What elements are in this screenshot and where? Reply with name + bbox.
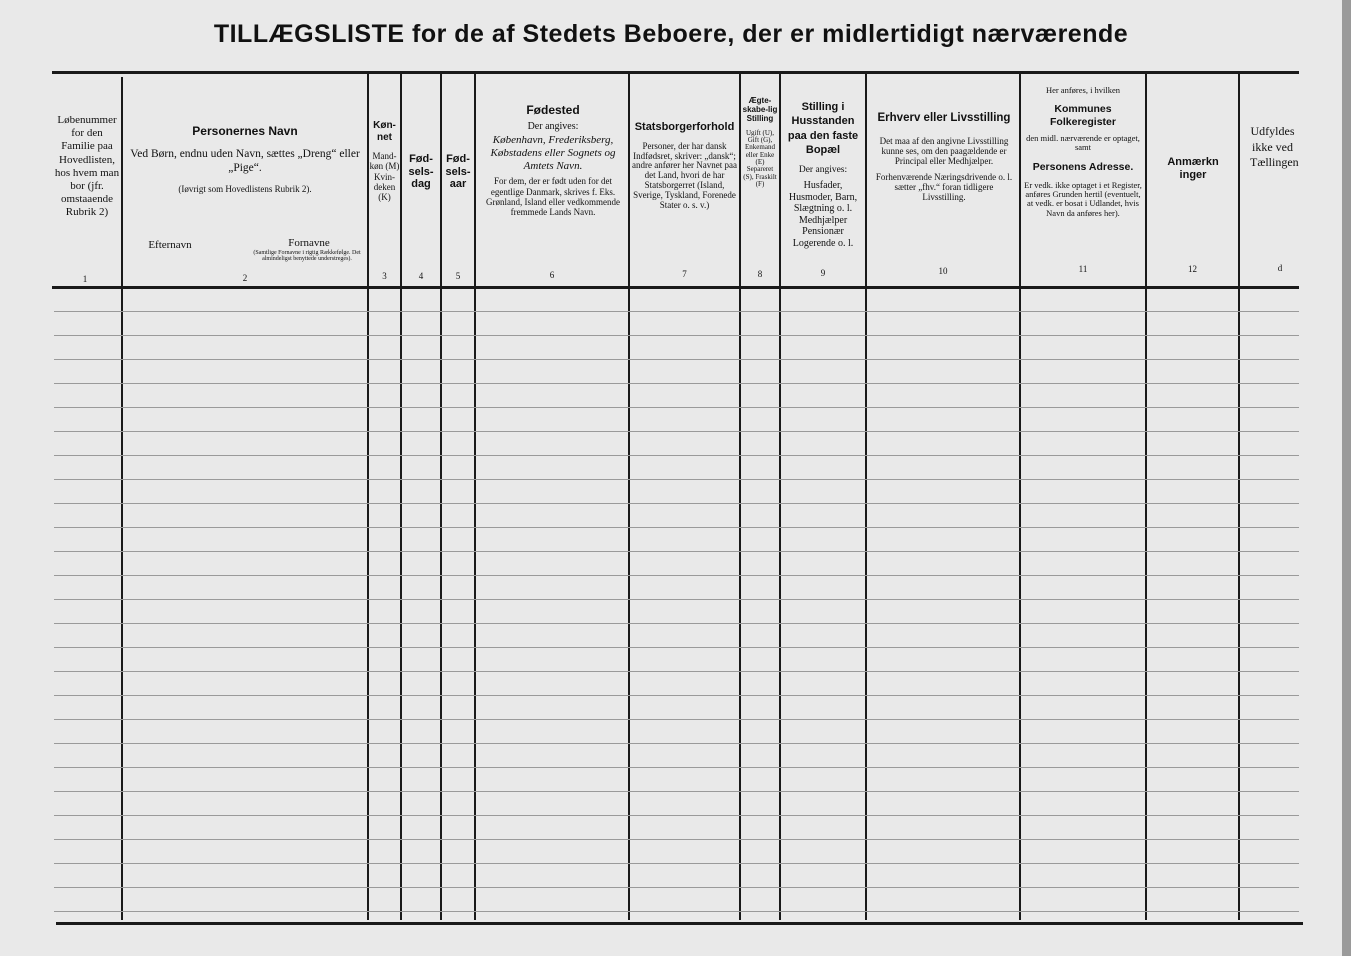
divider-5 <box>474 74 476 920</box>
col-11-title: Kommunes Folkeregister <box>1050 102 1116 129</box>
col-11-pre: Her anføres, i hvilken <box>1045 85 1121 95</box>
col-2-efternavn: Efternavn <box>148 239 192 251</box>
entry-rule <box>54 791 1299 792</box>
divider-6 <box>628 74 630 920</box>
entry-rule <box>54 311 1299 312</box>
col-8-text: Ugift (U), Gift (G), Enkemand eller Enke (E) Separeret (S), Fraskilt (F) <box>743 128 777 188</box>
col-10-number: 10 <box>938 266 948 276</box>
col-11-title2: Personens Adresse. <box>1032 160 1134 173</box>
col-11-number: 11 <box>1078 264 1088 274</box>
col-8-number: 8 <box>757 269 763 279</box>
header-bottom-rule <box>52 286 1299 289</box>
entry-rule <box>54 455 1299 456</box>
col-9-sub: Der angives: <box>798 165 848 176</box>
col-8-title: Ægte-skabe-lig Stilling <box>742 96 778 124</box>
entry-rule <box>54 671 1299 672</box>
entry-rule <box>54 695 1299 696</box>
page-edge <box>1342 0 1351 956</box>
col-6-italic: København, Frederiksberg, Købstadens eller Sognets og Amtets Navn. <box>490 134 616 172</box>
col-12-title: Anmærkninger <box>1167 156 1219 181</box>
col-6-header <box>480 104 626 218</box>
col-12-number: 12 <box>1188 264 1197 274</box>
col-1-header <box>54 114 120 220</box>
col-10-note: Forhenværende Næringsdrivende o. l. sætter „fhv.“ foran tidligere Livsstilling. <box>875 171 1013 202</box>
col-11-header <box>1023 86 1143 218</box>
entry-rule <box>54 863 1299 864</box>
col-6-sub: Der angives: <box>527 120 579 132</box>
entry-rule <box>54 911 1299 912</box>
entry-rule <box>54 551 1299 552</box>
col-6-text: For dem, der er født uden for det egentlige Danmark, skrives f. Eks. Grønland, Island eller vedkommende fremmede Lands Navn. <box>486 176 620 218</box>
divider-7 <box>739 74 741 920</box>
col-9-header <box>782 100 864 249</box>
col-5-title: Fød-sels-aar <box>445 153 471 191</box>
col-7-text: Personer, der har dansk Indfødsret, skriver: „dansk“; andre anfører her Navnet paa det Land, hvori de har Statsborgerret (Island, Sverige, Tyskland, Forenede Stater o. s. v.) <box>632 140 737 210</box>
col-9-number: 9 <box>820 268 826 278</box>
entry-rule <box>54 767 1299 768</box>
entry-rule <box>54 479 1299 480</box>
col-2-fornavne-note: (Samtlige Fornavne i rigtig Rækkefølge. Det almindeligst benyttede understreges). <box>253 250 361 263</box>
divider-11 <box>1145 74 1147 920</box>
col-1-number: 1 <box>82 274 88 284</box>
col-6-number: 6 <box>549 270 555 280</box>
col-1-text: Løbenummer for den Familie paa Hovedlisten, hos hvem man bor (jfr. omstaaende Rubrik 2) <box>54 114 120 219</box>
col-13-number: d <box>1277 263 1283 273</box>
col-8-header <box>742 96 778 188</box>
col-9-text: Husfader, Husmoder, Barn, Slægtning o. l. Medhjælper Pensionær Logerende o. l. <box>788 180 858 249</box>
col-5-number: 5 <box>455 271 461 281</box>
entry-rule <box>54 407 1299 408</box>
col-6-title: Fødested <box>526 103 580 117</box>
col-3-header <box>369 120 400 203</box>
divider-8 <box>779 74 781 920</box>
col-3-number: 3 <box>382 271 387 281</box>
divider-3 <box>400 74 402 920</box>
page-title: TILLÆGSLISTE for de af Stedets Beboere, der er midlertidigt nærværende <box>213 20 1129 48</box>
entry-rule <box>54 887 1299 888</box>
entry-rule <box>54 359 1299 360</box>
col-7-title: Statsborgerforhold <box>634 121 735 133</box>
entry-rule <box>54 839 1299 840</box>
col-3-text: Mand-køn (M) Kvin-deken (K) <box>369 151 400 203</box>
entry-rule <box>54 431 1299 432</box>
col-4-title: Fød-sels-dag <box>408 153 434 191</box>
divider-1 <box>121 77 123 920</box>
col-10-header <box>872 110 1016 203</box>
col-10-title: Erhverv eller Livsstilling <box>877 112 1011 124</box>
entry-rule <box>54 743 1299 744</box>
col-10-text: Det maa af den angivne Livsstilling kunne ses, om den paagældende er Principal eller Medhjælper. <box>879 136 1009 167</box>
divider-4 <box>440 74 442 920</box>
entry-rule <box>54 575 1299 576</box>
col-9-title: Stilling i Husstanden paa den faste Bopæl <box>787 101 859 156</box>
entry-rule <box>54 719 1299 720</box>
col-2-header <box>128 125 362 194</box>
col-2-fornavne: Fornavne <box>288 237 330 249</box>
entry-rule <box>54 335 1299 336</box>
entry-rule <box>54 527 1299 528</box>
entry-rule <box>54 647 1299 648</box>
col-2-number: 2 <box>242 273 248 283</box>
col-2-text: Ved Børn, endnu uden Navn, sættes „Dreng“ eller „Pige“. <box>130 147 360 175</box>
col-11-text: den midl. nærværende er optaget, samt <box>1026 133 1140 153</box>
col-2-title: Personernes Navn <box>192 124 298 138</box>
divider-12 <box>1238 74 1240 920</box>
col-4-number: 4 <box>418 271 424 281</box>
col-11-note: Er vedk. ikke optaget i et Register, anføres Grunden hertil (eventuelt, at vedk. er bosat i Udlandet, hvis Navn da anføres her). <box>1024 179 1142 218</box>
col-13-text: Udfyldes ikke ved Tællingen <box>1250 124 1299 170</box>
top-rule <box>52 71 1299 74</box>
entry-rule <box>54 383 1299 384</box>
col-2-note: (Iøvrigt som Hovedlistens Rubrik 2). <box>178 183 312 194</box>
entry-rule <box>54 815 1299 816</box>
bottom-rule <box>56 922 1303 925</box>
divider-10 <box>1019 74 1021 920</box>
col-7-number: 7 <box>682 269 687 279</box>
divider-9 <box>865 74 867 920</box>
col-3-title: Køn-net <box>373 120 396 143</box>
entry-rule <box>54 623 1299 624</box>
entry-rule <box>54 599 1299 600</box>
entry-rule <box>54 503 1299 504</box>
col-7-header <box>631 121 738 211</box>
